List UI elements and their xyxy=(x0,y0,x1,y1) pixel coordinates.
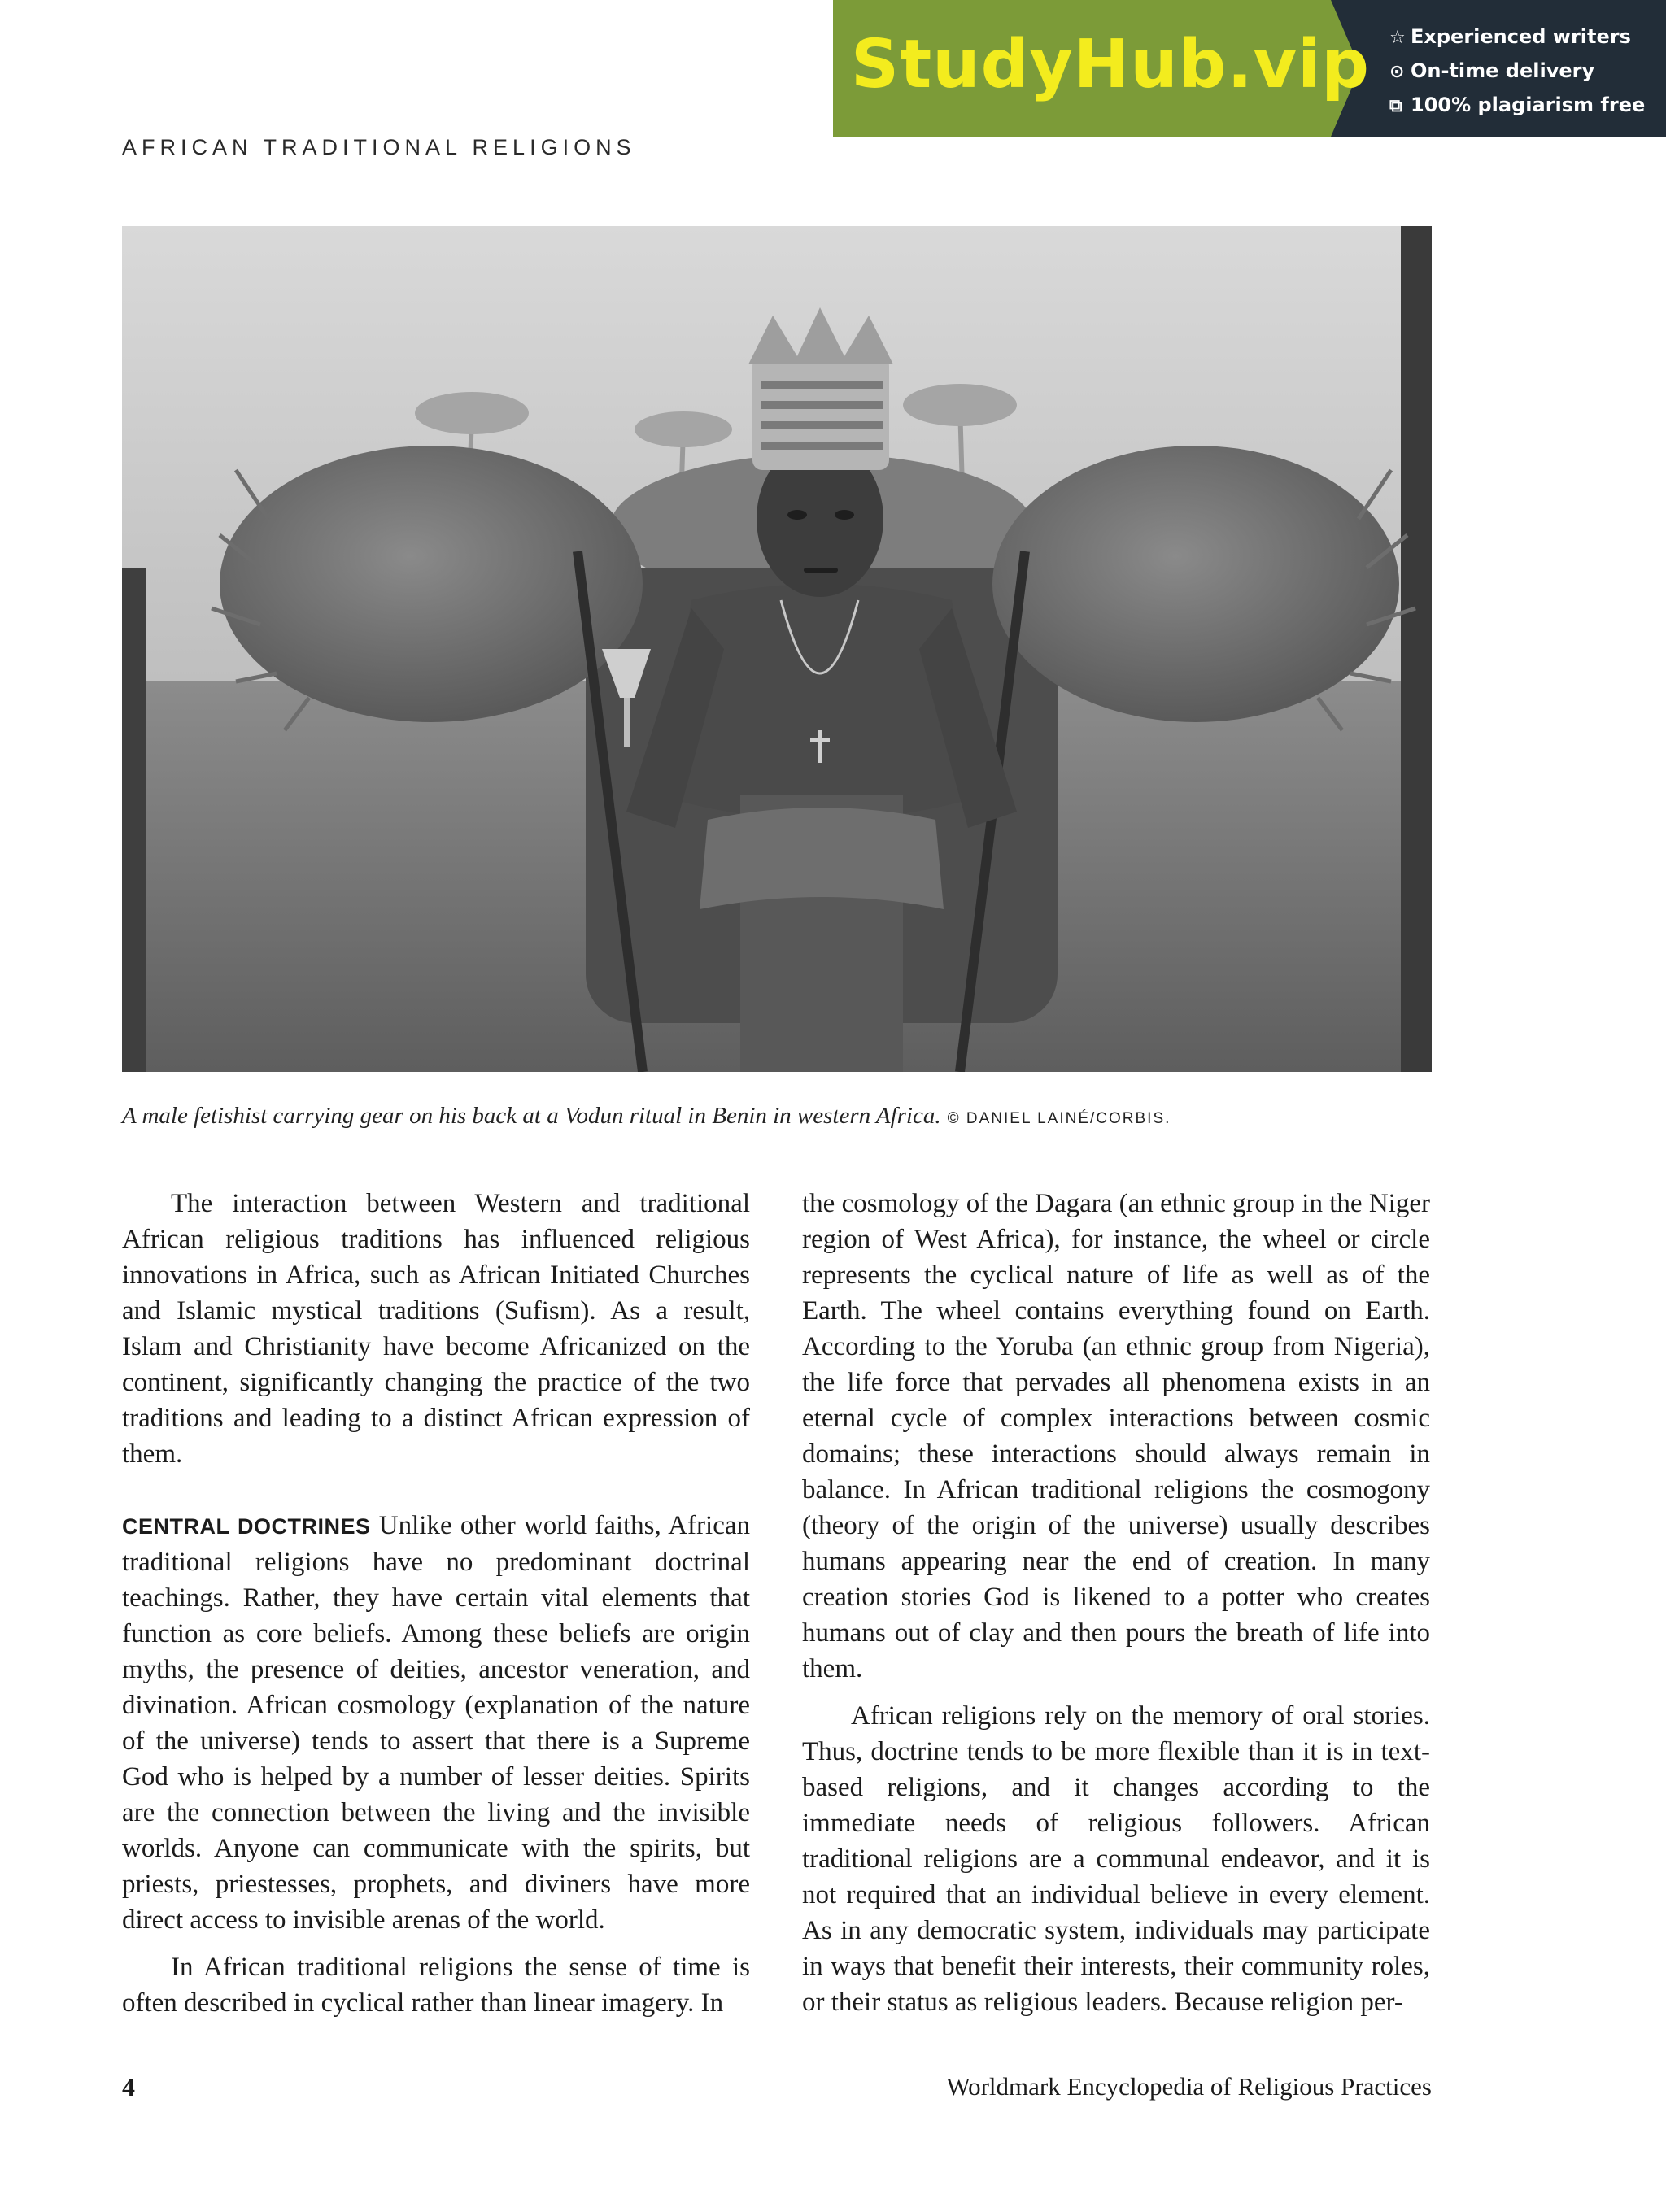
section-heading: CENTRAL DOCTRINES xyxy=(122,1514,371,1539)
photo-caption xyxy=(122,1103,1432,1130)
paragraph: African religions rely on the memory of oral stories. Thus, doctrine tends to be more flexible than it is in text-based religions, and it changes according to the immediate needs of religious followers. African traditional religions are a communal endeavor, and it is not required that an individual believe in every element. As in any democratic system, individuals may participate in ways that benefit their interests, their community roles, or their status as religious leaders. Because religion per- xyxy=(802,1701,1430,2017)
feature-label: 100% plagiarism free xyxy=(1411,94,1646,116)
photo-credit: © DANIEL LAINÉ/CORBIS. xyxy=(947,1110,1171,1127)
page-number: 4 xyxy=(122,2072,135,2101)
feature-label: Experienced writers xyxy=(1411,25,1631,48)
clock-icon: ⊙ xyxy=(1389,62,1405,82)
book-title: Worldmark Encyclopedia of Religious Practices xyxy=(946,2072,1432,2101)
body-column-right xyxy=(802,1186,1430,2020)
banner-features xyxy=(1389,20,1658,122)
paragraph: In African traditional religions the sense of time is often described in cyclical rather than linear imagery. In xyxy=(122,1953,750,2018)
paragraph: the cosmology of the Dagara (an ethnic group in the Niger region of West Africa), for instance, the wheel or circle represents the cyclical nature of life as well as of the Earth. The wheel contains everything found on Earth. According to the Yoruba (an ethnic group from Nigeria), the life force that pervades all phenomena exists in an eternal cycle of complex interactions between cosmic domains; these interactions should always remain in balance. In African traditional religions the cosmogony (theory of the origin of the universe) usually describes humans appearing near the end of creation. In many creation stories God is likened to a potter who creates humans out of clay and then pours the breath of life into them. xyxy=(802,1189,1430,1683)
copy-icon: ⧉ xyxy=(1389,96,1402,116)
caption-text: A male fetishist carrying gear on his back at a Vodun ritual in Benin in western Africa. xyxy=(122,1103,941,1129)
paragraph-central-doctrines xyxy=(122,1508,750,1938)
running-head: AFRICAN TRADITIONAL RELIGIONS xyxy=(122,135,636,159)
paragraph: The interaction between Western and traditional African religious traditions has influenced religious innovations in Africa, such as African Initiated Churches and Islamic mystical traditions (Sufism). As a result, Islam and Christianity have become Africanized on the continent, significantly changing the practice of the two traditions and leading to a distinct African expression of them. xyxy=(122,1189,750,1469)
feature-label: On-time delivery xyxy=(1411,59,1595,82)
feature-on-time-delivery xyxy=(1389,54,1658,88)
studyhub-logo[interactable]: StudyHub.vip xyxy=(851,26,1370,103)
paragraph-text: Unlike other world faiths, African traditional religions have no predominant doctrinal teachings. Rather, they have certain vital elements that function as core beliefs. Among these beliefs are origin myths, the presence of deities, ancestor veneration, and divination. African cosmology (explanation of the nature of the universe) tends to assert that there is a Supreme God who is helped by a number of lesser deities. Spirits are the connection between the living and the invisible worlds. Anyone can communicate with the spirits, but priests, priestesses, prophets, and diviners have more direct access to invisible arenas of the world. xyxy=(122,1511,750,1935)
studyhub-banner[interactable] xyxy=(833,0,1666,137)
ritual-photograph xyxy=(122,226,1432,1072)
body-column-left xyxy=(122,1186,750,2021)
feature-plagiarism-free xyxy=(1389,88,1658,122)
star-icon: ☆ xyxy=(1389,28,1406,48)
feature-experienced-writers xyxy=(1389,20,1658,54)
